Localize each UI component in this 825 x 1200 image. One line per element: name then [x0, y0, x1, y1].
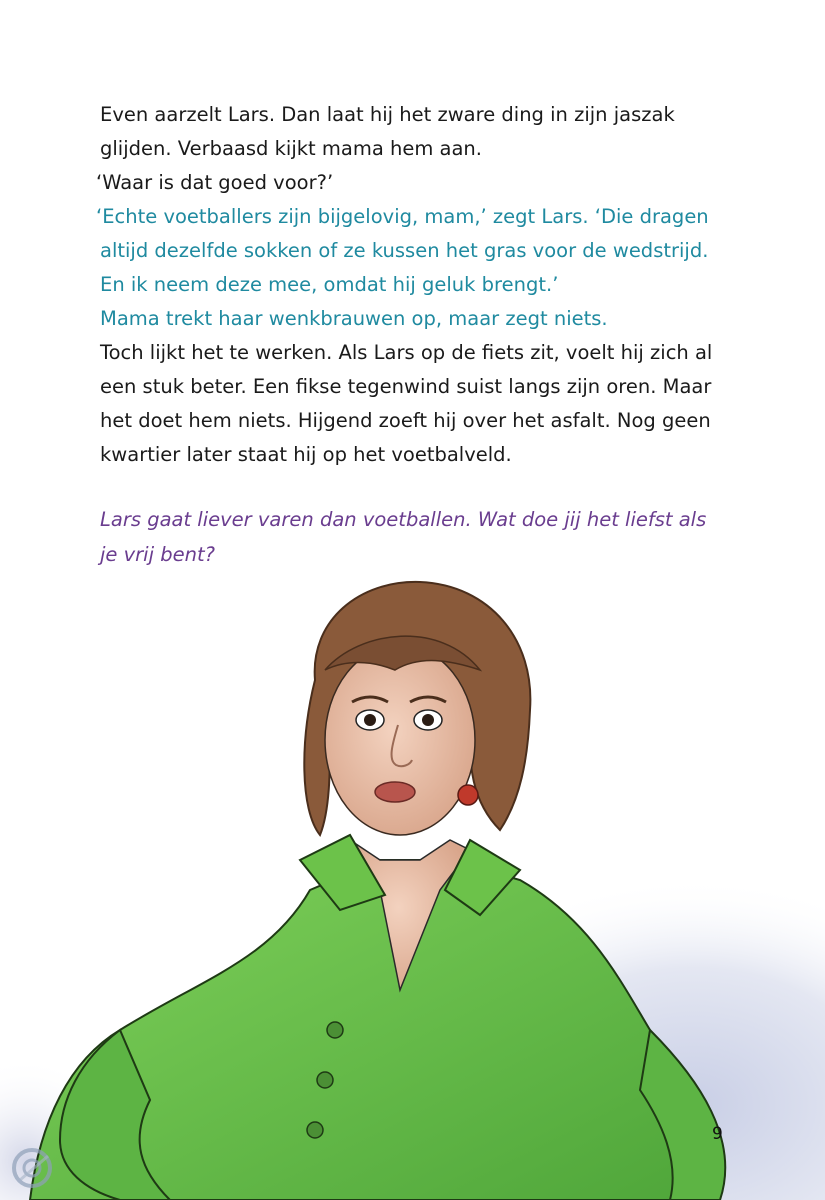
shirt-button — [317, 1072, 333, 1088]
mouth — [375, 782, 415, 802]
face — [325, 645, 475, 835]
right-pupil — [422, 714, 434, 726]
mother-illustration — [0, 560, 825, 1200]
page-number: 9 — [712, 1124, 723, 1144]
shirt-button — [307, 1122, 323, 1138]
story-text — [96, 98, 740, 472]
story-line: Even aarzelt Lars. Dan laat hij het zware ding in zijn jaszak — [100, 103, 675, 126]
shirt-button — [327, 1022, 343, 1038]
question-line: Lars gaat liever varen dan voetballen. Wat doe jij het liefst als — [100, 508, 707, 531]
question-line: je vrij bent? — [100, 543, 215, 566]
story-line: een stuk beter. Een fikse tegenwind suist langs zijn oren. Maar — [100, 375, 712, 398]
story-line-dialogue: En ik neem deze mee, omdat hij geluk brengt.’ — [100, 273, 559, 296]
left-pupil — [364, 714, 376, 726]
story-line-dialogue: ‘Echte voetballers zijn bijgelovig, mam,’ zegt Lars. ‘Die dragen — [96, 205, 709, 228]
story-line: Toch lijkt het te werken. Als Lars op de fiets zit, voelt hij zich al — [100, 341, 713, 364]
story-line: ‘Waar is dat goed voor?’ — [96, 171, 334, 194]
story-line: het doet hem niets. Hijgend zoeft hij over het asfalt. Nog geen — [100, 409, 711, 432]
story-line-dialogue: altijd dezelfde sokken of ze kussen het gras voor de wedstrijd. — [100, 239, 709, 262]
earring — [458, 785, 478, 805]
story-line: kwartier later staat hij op het voetbalveld. — [100, 443, 512, 466]
story-line: glijden. Verbaasd kijkt mama hem aan. — [100, 137, 482, 160]
watermark-logo — [2, 1138, 66, 1196]
story-line-dialogue: Mama trekt haar wenkbrauwen op, maar zegt niets. — [100, 307, 608, 330]
